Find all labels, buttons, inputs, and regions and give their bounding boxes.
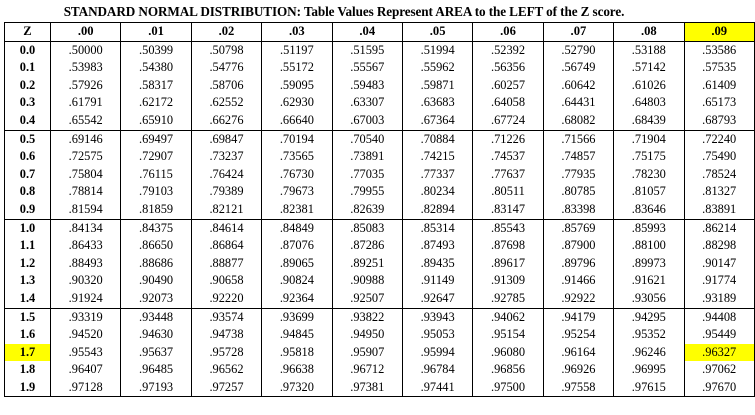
- probability-cell: .71566: [543, 130, 613, 148]
- probability-cell: .92073: [121, 290, 191, 308]
- probability-cell: .57535: [684, 59, 754, 77]
- probability-cell: .95154: [473, 326, 543, 344]
- probability-cell: .94408: [684, 308, 754, 326]
- probability-cell: .53983: [51, 59, 121, 77]
- probability-cell: .97615: [614, 379, 684, 397]
- probability-cell: .62552: [191, 94, 261, 112]
- probability-cell: .97441: [402, 379, 472, 397]
- probability-cell: .92507: [332, 290, 402, 308]
- probability-cell: .88100: [614, 237, 684, 255]
- probability-cell: .93319: [51, 308, 121, 326]
- probability-cell: .63683: [402, 94, 472, 112]
- probability-cell: .94845: [262, 326, 332, 344]
- probability-cell: .86864: [191, 237, 261, 255]
- z-value-label: 1.0: [5, 219, 51, 237]
- probability-cell: .87493: [402, 237, 472, 255]
- probability-cell: .80785: [543, 183, 613, 201]
- probability-cell: .95637: [121, 344, 191, 362]
- probability-cell: .65910: [121, 112, 191, 130]
- probability-cell: .70884: [402, 130, 472, 148]
- probability-cell: .72907: [121, 148, 191, 166]
- probability-cell: .58317: [121, 77, 191, 95]
- header-row: [5, 23, 755, 42]
- probability-cell: .77637: [473, 166, 543, 184]
- probability-cell: .50399: [121, 41, 191, 59]
- probability-cell: .94630: [121, 326, 191, 344]
- z-value-label: 1.6: [5, 326, 51, 344]
- probability-cell: .84614: [191, 219, 261, 237]
- probability-cell: .85993: [614, 219, 684, 237]
- z-value-label: 1.4: [5, 290, 51, 308]
- probability-cell: .61026: [614, 77, 684, 95]
- table-body: [5, 41, 755, 397]
- z-value-label: 0.4: [5, 112, 51, 130]
- probability-cell: .82639: [332, 201, 402, 219]
- probability-cell: .94950: [332, 326, 402, 344]
- probability-cell: .97670: [684, 379, 754, 397]
- probability-cell: .50000: [51, 41, 121, 59]
- probability-cell: .50798: [191, 41, 261, 59]
- z-value-label: 0.1: [5, 59, 51, 77]
- z-value-label: 0.6: [5, 148, 51, 166]
- probability-cell: .89796: [543, 255, 613, 273]
- probability-cell: .89251: [332, 255, 402, 273]
- probability-cell: .81057: [614, 183, 684, 201]
- probability-cell: .83147: [473, 201, 543, 219]
- probability-cell: .94179: [543, 308, 613, 326]
- probability-cell: .51595: [332, 41, 402, 59]
- probability-cell: .95053: [402, 326, 472, 344]
- probability-cell: .64431: [543, 94, 613, 112]
- probability-cell: .87286: [332, 237, 402, 255]
- probability-cell: .84134: [51, 219, 121, 237]
- probability-cell: .83398: [543, 201, 613, 219]
- probability-cell: .78230: [614, 166, 684, 184]
- probability-cell: .90824: [262, 272, 332, 290]
- probability-cell: .96562: [191, 361, 261, 379]
- probability-cell: .81327: [684, 183, 754, 201]
- probability-cell: .96926: [543, 361, 613, 379]
- probability-cell: .85543: [473, 219, 543, 237]
- probability-cell: .95449: [684, 326, 754, 344]
- table-row: [5, 77, 755, 95]
- probability-cell: .95907: [332, 344, 402, 362]
- table-row: [5, 130, 755, 148]
- probability-cell: .57926: [51, 77, 121, 95]
- table-row: [5, 41, 755, 59]
- probability-cell: .97381: [332, 379, 402, 397]
- z-value-label: 1.2: [5, 255, 51, 273]
- z-value-label: 0.2: [5, 77, 51, 95]
- column-header-z: Z: [5, 23, 51, 42]
- table-row: [5, 361, 755, 379]
- probability-cell: .70194: [262, 130, 332, 148]
- probability-cell: .75804: [51, 166, 121, 184]
- table-row: [5, 379, 755, 397]
- probability-cell: .92364: [262, 290, 332, 308]
- probability-cell: .76424: [191, 166, 261, 184]
- column-header-d09: .09: [684, 23, 754, 42]
- probability-cell: .75175: [614, 148, 684, 166]
- probability-cell: .85083: [332, 219, 402, 237]
- probability-cell: .61791: [51, 94, 121, 112]
- z-value-label: 1.7: [5, 344, 51, 362]
- probability-cell: .96638: [262, 361, 332, 379]
- probability-cell: .94738: [191, 326, 261, 344]
- probability-cell: .93189: [684, 290, 754, 308]
- probability-cell: .90320: [51, 272, 121, 290]
- probability-cell: .96080: [473, 344, 543, 362]
- probability-cell: .54776: [191, 59, 261, 77]
- probability-cell: .70540: [332, 130, 402, 148]
- probability-cell: .87900: [543, 237, 613, 255]
- probability-cell: .69497: [121, 130, 191, 148]
- probability-cell: .86650: [121, 237, 191, 255]
- probability-cell: .89617: [473, 255, 543, 273]
- table-row: [5, 201, 755, 219]
- probability-cell: .71226: [473, 130, 543, 148]
- probability-cell: .92785: [473, 290, 543, 308]
- probability-cell: .68439: [614, 112, 684, 130]
- probability-cell: .97500: [473, 379, 543, 397]
- probability-cell: .96995: [614, 361, 684, 379]
- column-header-d08: .08: [614, 23, 684, 42]
- probability-cell: .74215: [402, 148, 472, 166]
- table-row: [5, 290, 755, 308]
- probability-cell: .53188: [614, 41, 684, 59]
- probability-cell: .84375: [121, 219, 191, 237]
- probability-cell: .97128: [51, 379, 121, 397]
- probability-cell: .51197: [262, 41, 332, 59]
- probability-cell: .89973: [614, 255, 684, 273]
- z-value-label: 1.1: [5, 237, 51, 255]
- probability-cell: .95254: [543, 326, 613, 344]
- probability-cell: .94062: [473, 308, 543, 326]
- z-value-label: 0.0: [5, 41, 51, 59]
- probability-cell: .72240: [684, 130, 754, 148]
- z-value-label: 0.9: [5, 201, 51, 219]
- probability-cell: .95728: [191, 344, 261, 362]
- probability-cell: .90658: [191, 272, 261, 290]
- probability-cell: .91466: [543, 272, 613, 290]
- probability-cell: .97257: [191, 379, 261, 397]
- probability-cell: .88298: [684, 237, 754, 255]
- probability-cell: .51994: [402, 41, 472, 59]
- probability-cell: .87076: [262, 237, 332, 255]
- probability-cell: .84849: [262, 219, 332, 237]
- table-row: [5, 237, 755, 255]
- standard-normal-table: [4, 22, 755, 397]
- probability-cell: .55172: [262, 59, 332, 77]
- table-row: [5, 183, 755, 201]
- z-value-label: 1.5: [5, 308, 51, 326]
- column-header-d03: .03: [262, 23, 332, 42]
- probability-cell: .59871: [402, 77, 472, 95]
- probability-cell: .93699: [262, 308, 332, 326]
- probability-cell: .86214: [684, 219, 754, 237]
- probability-cell: .92220: [191, 290, 261, 308]
- probability-cell: .96246: [614, 344, 684, 362]
- probability-cell: .91149: [402, 272, 472, 290]
- probability-cell: .96784: [402, 361, 472, 379]
- probability-cell: .64058: [473, 94, 543, 112]
- probability-cell: .73891: [332, 148, 402, 166]
- probability-cell: .90490: [121, 272, 191, 290]
- probability-cell: .88686: [121, 255, 191, 273]
- table-row: [5, 272, 755, 290]
- table-row: [5, 308, 755, 326]
- probability-cell: .80511: [473, 183, 543, 201]
- probability-cell: .75490: [684, 148, 754, 166]
- probability-cell: .71904: [614, 130, 684, 148]
- probability-cell: .82894: [402, 201, 472, 219]
- probability-cell: .93448: [121, 308, 191, 326]
- probability-cell: .93943: [402, 308, 472, 326]
- probability-cell: .61409: [684, 77, 754, 95]
- probability-cell: .80234: [402, 183, 472, 201]
- probability-cell: .79103: [121, 183, 191, 201]
- probability-cell: .92647: [402, 290, 472, 308]
- probability-cell: .94520: [51, 326, 121, 344]
- probability-cell: .67724: [473, 112, 543, 130]
- probability-cell: .63307: [332, 94, 402, 112]
- probability-cell: .96712: [332, 361, 402, 379]
- probability-cell: .62172: [121, 94, 191, 112]
- probability-cell: .68082: [543, 112, 613, 130]
- probability-cell: .91924: [51, 290, 121, 308]
- probability-cell: .67003: [332, 112, 402, 130]
- probability-cell: .89065: [262, 255, 332, 273]
- probability-cell: .77035: [332, 166, 402, 184]
- column-header-d04: .04: [332, 23, 402, 42]
- probability-cell: .64803: [614, 94, 684, 112]
- probability-cell: .90988: [332, 272, 402, 290]
- probability-cell: .89435: [402, 255, 472, 273]
- table-row: [5, 112, 755, 130]
- probability-cell: .68793: [684, 112, 754, 130]
- probability-cell: .85769: [543, 219, 613, 237]
- probability-cell: .65173: [684, 94, 754, 112]
- probability-cell: .76115: [121, 166, 191, 184]
- z-value-label: 1.9: [5, 379, 51, 397]
- probability-cell: .94295: [614, 308, 684, 326]
- table-row: [5, 59, 755, 77]
- probability-cell: .97193: [121, 379, 191, 397]
- probability-cell: .82381: [262, 201, 332, 219]
- probability-cell: .95994: [402, 344, 472, 362]
- probability-cell: .97558: [543, 379, 613, 397]
- probability-cell: .95352: [614, 326, 684, 344]
- probability-cell: .81859: [121, 201, 191, 219]
- probability-cell: .96164: [543, 344, 613, 362]
- probability-cell: .79673: [262, 183, 332, 201]
- probability-cell: .88877: [191, 255, 261, 273]
- probability-cell: .60257: [473, 77, 543, 95]
- probability-cell: .69847: [191, 130, 261, 148]
- probability-cell: .77935: [543, 166, 613, 184]
- page-title: STANDARD NORMAL DISTRIBUTION: Table Values Represent AREA to the LEFT of the Z score.: [63, 4, 625, 19]
- probability-cell: .82121: [191, 201, 261, 219]
- z-value-label: 0.5: [5, 130, 51, 148]
- probability-cell: .77337: [402, 166, 472, 184]
- probability-cell: .96407: [51, 361, 121, 379]
- probability-cell: .97320: [262, 379, 332, 397]
- probability-cell: .87698: [473, 237, 543, 255]
- probability-cell: .81594: [51, 201, 121, 219]
- probability-cell: .91774: [684, 272, 754, 290]
- probability-cell: .95543: [51, 344, 121, 362]
- table-header: [5, 23, 755, 42]
- probability-cell: .73565: [262, 148, 332, 166]
- probability-cell: .53586: [684, 41, 754, 59]
- table-row: [5, 219, 755, 237]
- probability-cell: .92922: [543, 290, 613, 308]
- probability-cell: .96856: [473, 361, 543, 379]
- z-value-label: 0.8: [5, 183, 51, 201]
- probability-cell: .76730: [262, 166, 332, 184]
- column-header-d01: .01: [121, 23, 191, 42]
- table-row: [5, 166, 755, 184]
- probability-cell: .93822: [332, 308, 402, 326]
- probability-cell: .86433: [51, 237, 121, 255]
- column-header-d07: .07: [543, 23, 613, 42]
- column-header-d05: .05: [402, 23, 472, 42]
- probability-cell: .56356: [473, 59, 543, 77]
- z-value-label: 1.3: [5, 272, 51, 290]
- probability-cell: .79955: [332, 183, 402, 201]
- probability-cell: .59095: [262, 77, 332, 95]
- probability-cell: .74537: [473, 148, 543, 166]
- probability-cell: .97062: [684, 361, 754, 379]
- probability-cell: .57142: [614, 59, 684, 77]
- z-value-label: 1.8: [5, 361, 51, 379]
- probability-cell: .62930: [262, 94, 332, 112]
- probability-cell: .52392: [473, 41, 543, 59]
- table-row: [5, 148, 755, 166]
- highlighted-probability-cell: .96327: [684, 344, 754, 362]
- probability-cell: .78524: [684, 166, 754, 184]
- probability-cell: .73237: [191, 148, 261, 166]
- probability-cell: .72575: [51, 148, 121, 166]
- column-header-d06: .06: [473, 23, 543, 42]
- probability-cell: .52790: [543, 41, 613, 59]
- probability-cell: .79389: [191, 183, 261, 201]
- probability-cell: .58706: [191, 77, 261, 95]
- probability-cell: .91621: [614, 272, 684, 290]
- probability-cell: .67364: [402, 112, 472, 130]
- probability-cell: .96485: [121, 361, 191, 379]
- probability-cell: .83646: [614, 201, 684, 219]
- probability-cell: .66640: [262, 112, 332, 130]
- table-row: [5, 94, 755, 112]
- probability-cell: .93574: [191, 308, 261, 326]
- probability-cell: .55567: [332, 59, 402, 77]
- probability-cell: .56749: [543, 59, 613, 77]
- column-header-d02: .02: [191, 23, 261, 42]
- probability-cell: .60642: [543, 77, 613, 95]
- table-row: [5, 326, 755, 344]
- probability-cell: .88493: [51, 255, 121, 273]
- table-row: [5, 344, 755, 362]
- probability-cell: .59483: [332, 77, 402, 95]
- probability-cell: .83891: [684, 201, 754, 219]
- probability-cell: .93056: [614, 290, 684, 308]
- table-row: [5, 255, 755, 273]
- probability-cell: .69146: [51, 130, 121, 148]
- probability-cell: .95818: [262, 344, 332, 362]
- probability-cell: .90147: [684, 255, 754, 273]
- probability-cell: .78814: [51, 183, 121, 201]
- probability-cell: .55962: [402, 59, 472, 77]
- probability-cell: .91309: [473, 272, 543, 290]
- probability-cell: .74857: [543, 148, 613, 166]
- probability-cell: .54380: [121, 59, 191, 77]
- column-header-d00: .00: [51, 23, 121, 42]
- probability-cell: .85314: [402, 219, 472, 237]
- z-value-label: 0.7: [5, 166, 51, 184]
- z-value-label: 0.3: [5, 94, 51, 112]
- probability-cell: .66276: [191, 112, 261, 130]
- probability-cell: .65542: [51, 112, 121, 130]
